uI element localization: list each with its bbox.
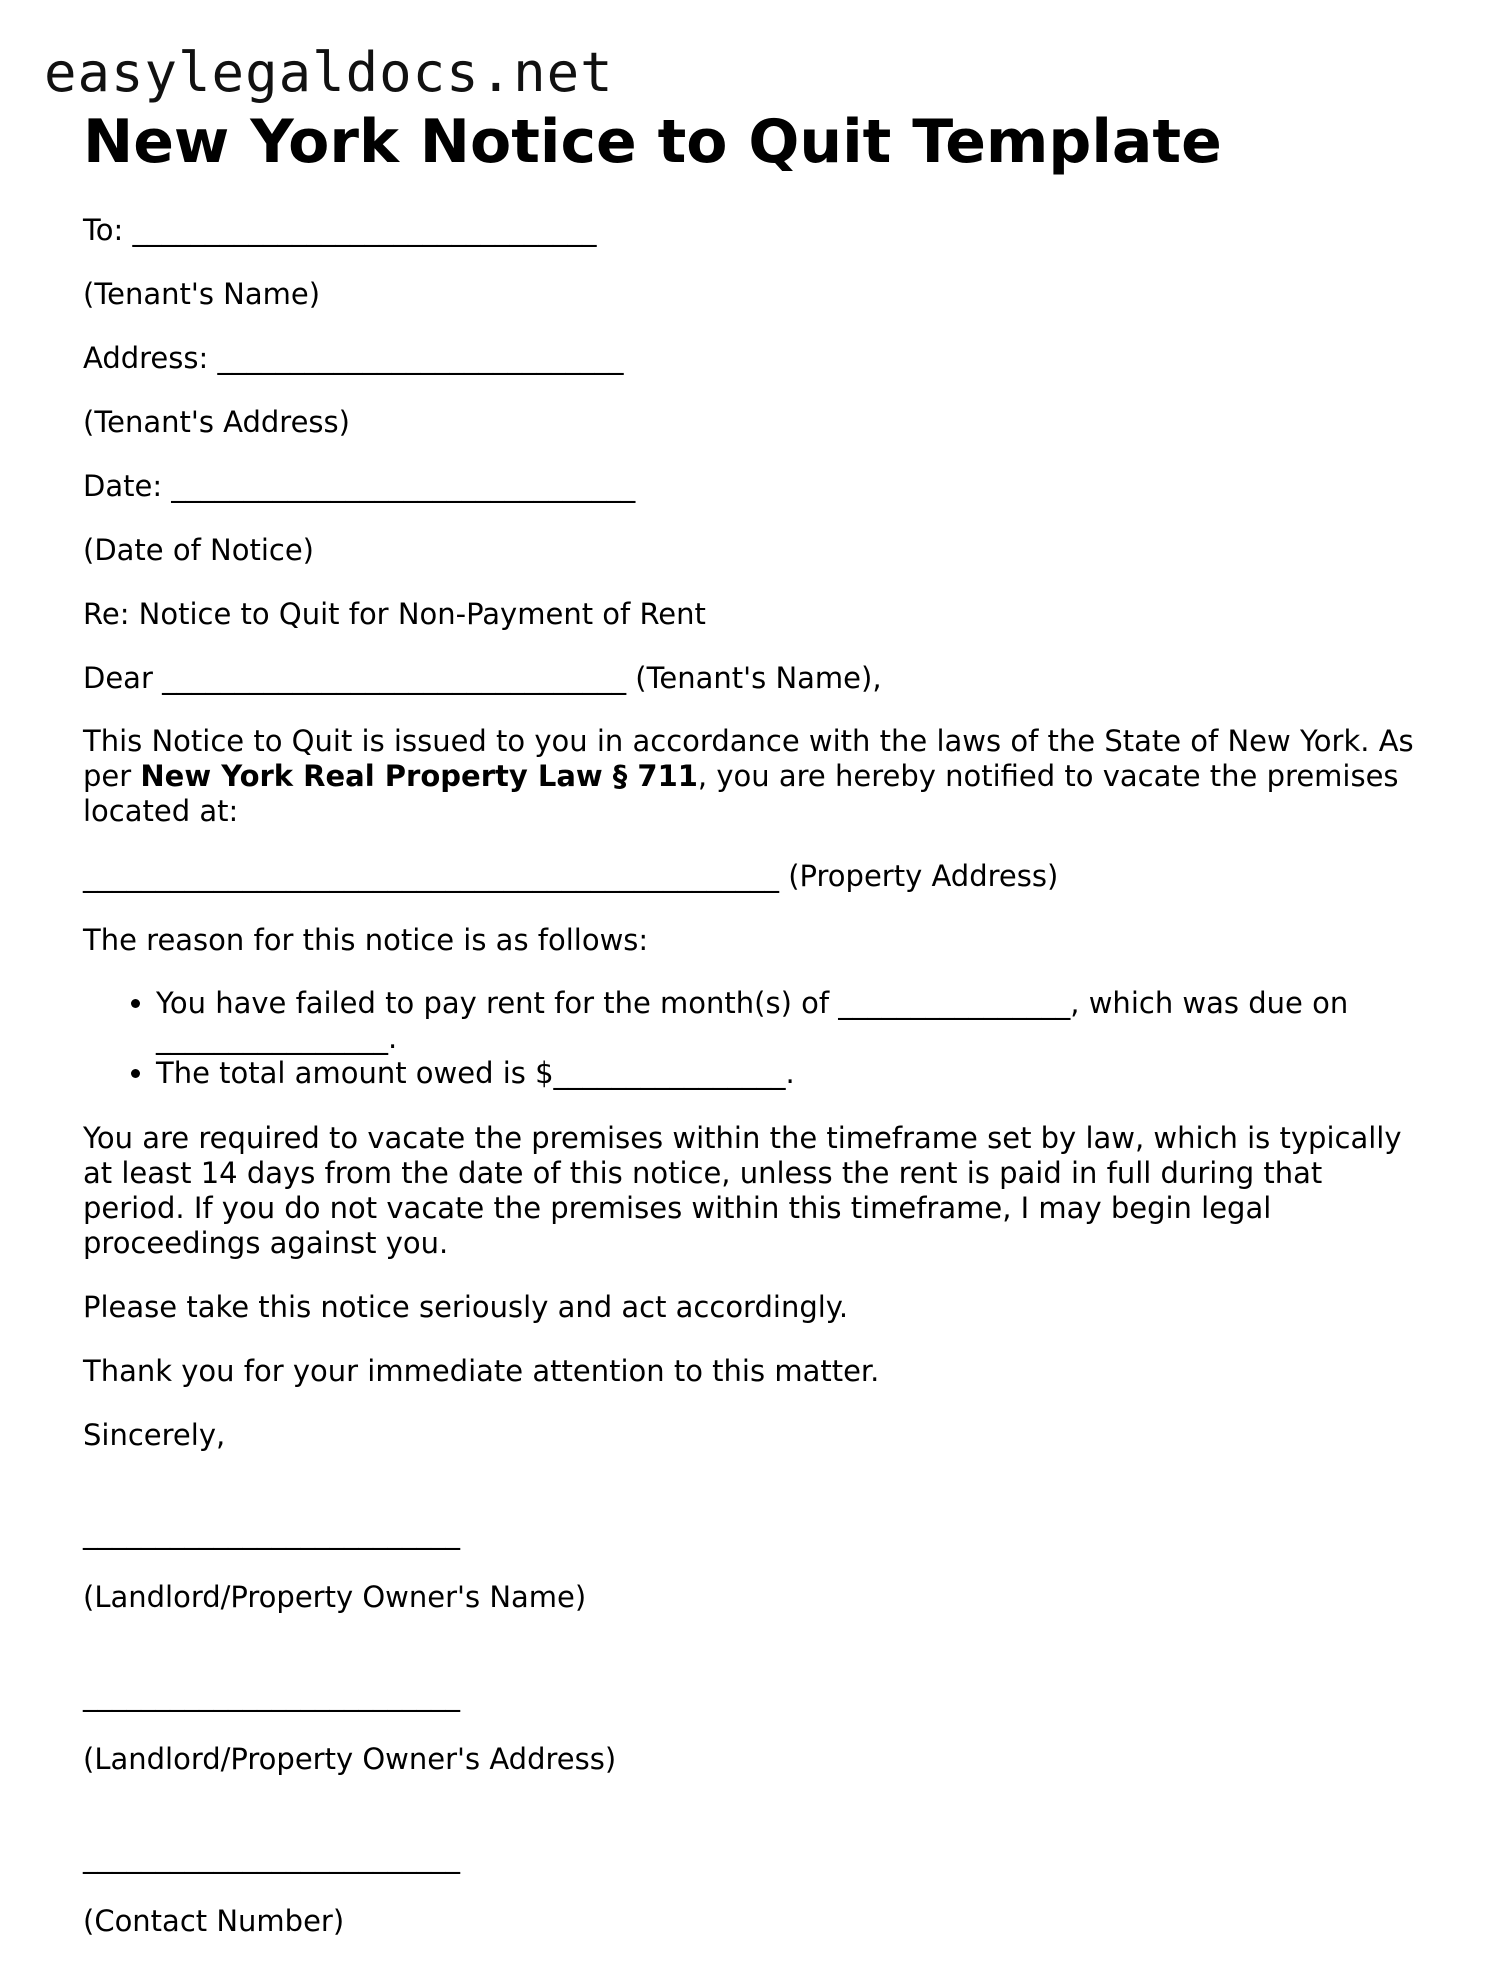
to-line: To: ________________________________ (83, 213, 597, 247)
reason-total-owed: • The total amount owed is $________________. (156, 1056, 1423, 1091)
law-reference: New York Real Property Law § 711 (140, 759, 698, 793)
property-address-line: ________________________________________________ (Property Address) (83, 859, 1059, 893)
closing: Sincerely, (83, 1418, 226, 1452)
landlord-name-caption: (Landlord/Property Owner's Name) (83, 1580, 587, 1614)
re-line: Re: Notice to Quit for Non-Payment of Rent (83, 597, 706, 631)
requirement-paragraph: You are required to vacate the premises within the timeframe set by law, which is typically at least 14 days from the date of this notice, unless the rent is paid in full during that period. If you do not vacate the premises within this timeframe, I may begin legal proceedings against you. (83, 1121, 1402, 1260)
landlord-address-caption: (Landlord/Property Owner's Address) (83, 1742, 617, 1776)
intro-text-end: , you are hereby notified to vacate the premises located at: (83, 759, 1399, 828)
date-caption: (Date of Notice) (83, 533, 314, 567)
thanks-paragraph: Thank you for your immediate attention to this matter. (83, 1354, 880, 1388)
serious-paragraph: Please take this notice seriously and act accordingly. (83, 1290, 849, 1324)
reason-unpaid-months: • You have failed to pay rent for the month(s) of ________________, which was due on ________________. (156, 986, 1423, 1056)
contact-number-blank: __________________________ (83, 1840, 460, 1874)
address-line: Address: ____________________________ (83, 341, 624, 375)
intro-text-start: This Notice to Quit is issued to you in accordance with the laws of the State of New York. As per (83, 724, 1414, 793)
tenant-name-caption: (Tenant's Name) (83, 277, 321, 311)
notice-document (83, 108, 1423, 1967)
tenant-address-caption: (Tenant's Address) (83, 405, 350, 439)
recipient-block (83, 212, 1423, 696)
document-title: New York Notice to Quit Template (83, 107, 1222, 177)
intro-paragraph (83, 724, 1423, 829)
signature-block (83, 1515, 1423, 1939)
salutation: Dear ________________________________ (Tenant's Name), (83, 661, 882, 695)
site-watermark: easylegaldocs.net (44, 41, 614, 104)
date-line: Date: ________________________________ (83, 469, 636, 503)
contact-number-caption: (Contact Number) (83, 1904, 345, 1938)
reasons-list (83, 986, 1423, 1091)
landlord-name-blank: __________________________ (83, 1516, 460, 1550)
landlord-address-blank: __________________________ (83, 1678, 460, 1712)
reason-intro: The reason for this notice is as follows: (83, 923, 649, 957)
